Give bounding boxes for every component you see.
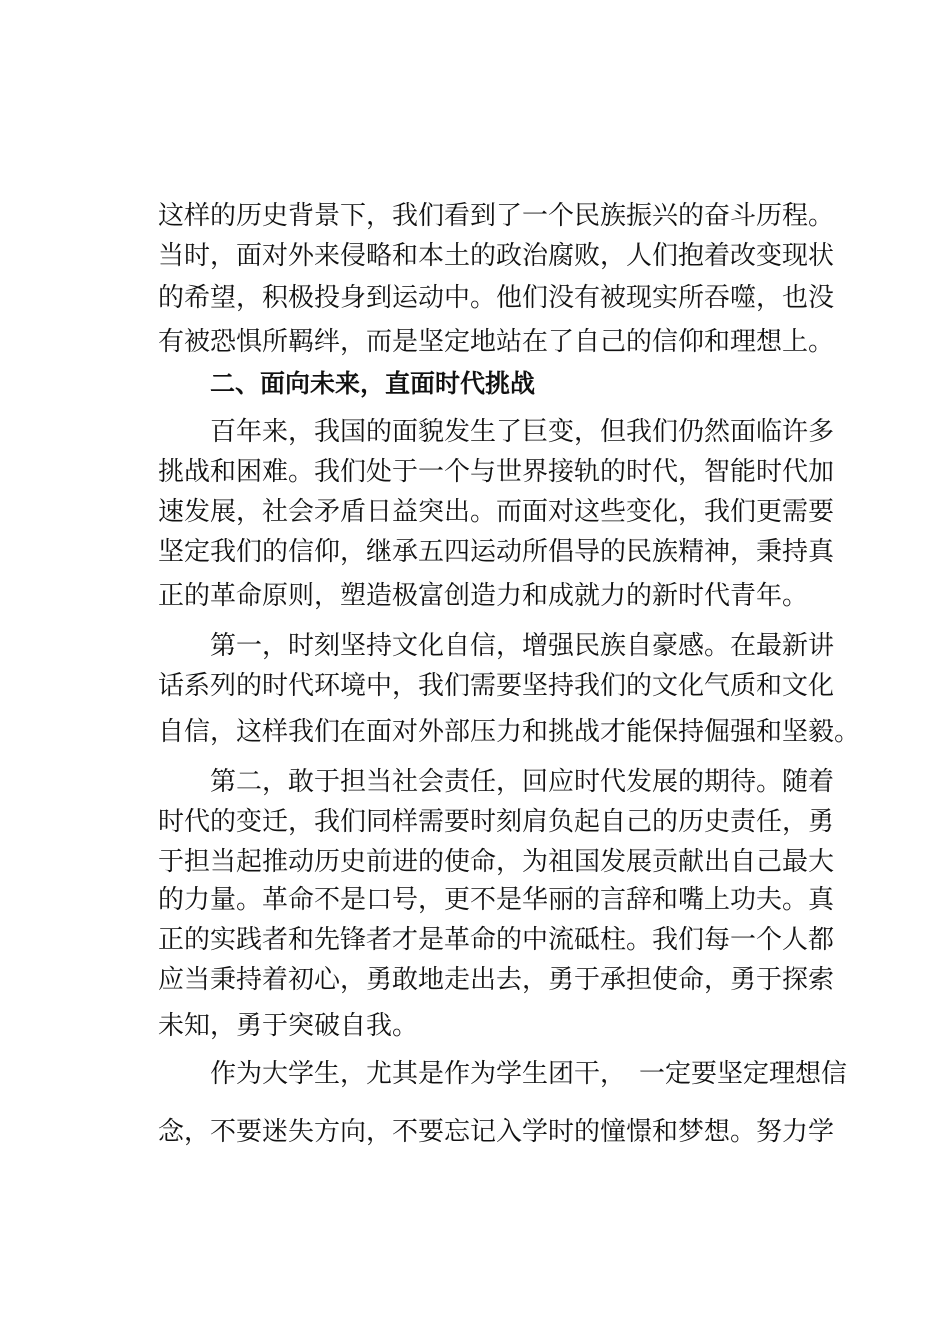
body-text-line: 这样的历史背景下，我们看到了一个民族振兴的奋斗历程。	[158, 201, 835, 231]
body-text-line: 挑战和困难。我们处于一个与世界接轨的时代，智能时代加	[158, 457, 835, 487]
body-text-line: 话系列的时代环境中，我们需要坚持我们的文化气质和文化	[158, 671, 835, 701]
body-text-line: 百年来，我国的面貌发生了巨变，但我们仍然面临许多	[210, 417, 835, 447]
body-text-line: 的希望，积极投身到运动中。他们没有被现实所吞噬，也没	[158, 283, 835, 313]
body-text-line: 正的革命原则，塑造极富创造力和成就力的新时代青年。	[158, 581, 809, 611]
body-text-line: 念，不要迷失方向，不要忘记入学时的憧憬和梦想。努力学	[158, 1117, 835, 1147]
body-text-line: 自信，这样我们在面对外部压力和挑战才能保持倔强和坚毅。	[158, 717, 861, 747]
body-text-line: 第二，敢于担当社会责任，回应时代发展的期待。随着	[210, 767, 835, 797]
body-text-line: 于担当起推动历史前进的使命，为祖国发展贡献出自己最大	[158, 847, 835, 877]
body-text-line: 当时，面对外来侵略和本土的政治腐败，人们抱着改变现状	[158, 241, 835, 271]
body-text-line: 正的实践者和先锋者才是革命的中流砥柱。我们每一个人都	[158, 925, 835, 955]
body-text-line: 时代的变迁，我们同样需要时刻肩负起自己的历史责任，勇	[158, 807, 835, 837]
body-text-line: 速发展，社会矛盾日益突出。而面对这些变化，我们更需要	[158, 497, 835, 527]
body-text-line: 的力量。革命不是口号，更不是华丽的言辞和嘴上功夫。真	[158, 885, 835, 915]
body-text-line: 应当秉持着初心，勇敢地走出去，勇于承担使命，勇于探索	[158, 965, 835, 995]
body-text-line: 坚定我们的信仰，继承五四运动所倡导的民族精神，秉持真	[158, 537, 835, 567]
body-text-line: 未知，勇于突破自我。	[158, 1011, 419, 1041]
body-text-line: 第一，时刻坚持文化自信，增强民族自豪感。在最新讲	[210, 631, 835, 661]
body-text-line: 有被恐惧所羁绊，而是坚定地站在了自己的信仰和理想上。	[158, 327, 835, 357]
section-heading: 二、面向未来，直面时代挑战	[210, 369, 536, 398]
body-text-line: 作为大学生，尤其是作为学生团干， 一定要坚定理想信	[210, 1059, 848, 1089]
